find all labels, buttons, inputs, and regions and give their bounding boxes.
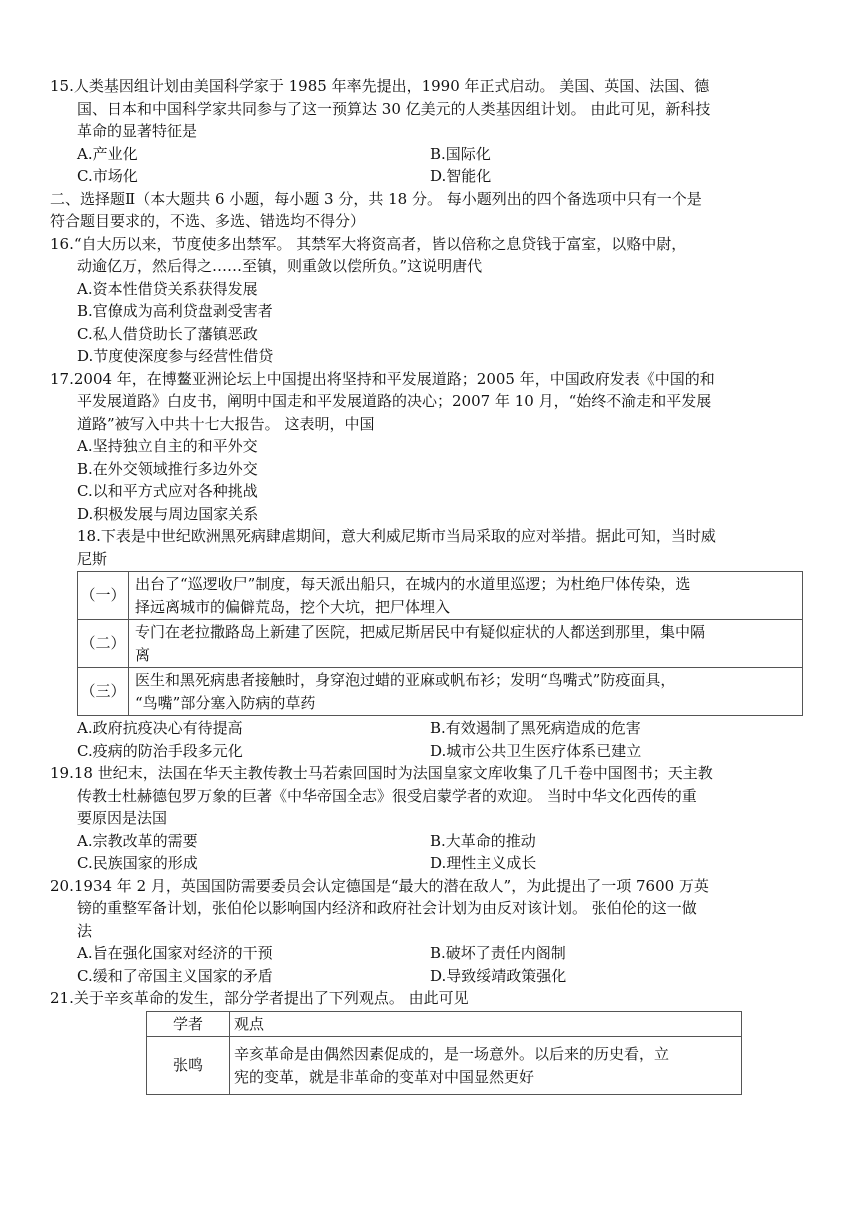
question-stem-line: 革命的显著特征是 — [77, 122, 198, 140]
question-stem-line: 国、日本和中国科学家共同参与了这一预算达 30 亿美元的人类基因组计划。 由此可见，新科技 — [77, 99, 711, 118]
measures-table — [77, 571, 803, 716]
option-c: C.市场化 — [77, 167, 138, 185]
exam-page — [50, 75, 810, 1095]
question-stem-line: 传教士杜赫德包罗万象的巨著《中华帝国全志》很受启蒙学者的欢迎。 当时中华文化西传的重 — [77, 786, 697, 805]
option-d: D.理性主义成长 — [430, 854, 537, 872]
table-cell-line: “鸟嘴”部分塞入防病的草药 — [135, 693, 316, 712]
table-cell-line: 宪的变革，就是非革命的变革对中国显然更好 — [234, 1067, 535, 1086]
table-row-text — [129, 668, 803, 716]
option-c: C.缓和了帝国主义国家的矛盾 — [77, 966, 273, 985]
option-b: B.官僚成为高利贷盘剥受害者 — [77, 302, 273, 320]
table-row-text — [129, 572, 803, 620]
option-a: A.坚持独立自主的和平外交 — [77, 437, 258, 455]
table-header-row — [147, 1011, 742, 1037]
question-21 — [50, 987, 810, 1095]
table-row-key: （二） — [78, 620, 129, 668]
question-stem-line: 17.2004 年，在博鳌亚洲论坛上中国提出将坚持和平发展道路；2005 年，中国政府发表《中国的和 — [50, 369, 715, 388]
question-16 — [50, 233, 810, 368]
table-row-text — [129, 620, 803, 668]
option-d: D.智能化 — [430, 167, 492, 185]
question-stem-line: 15.人类基因组计划由美国科学家于 1985 年率先提出，1990 年正式启动。 美国、英国、法国、德 — [50, 77, 710, 95]
table-row — [147, 1037, 742, 1095]
option-d: D.节度使深度参与经营性借贷 — [77, 347, 274, 365]
option-b: B.有效遏制了黑死病造成的危害 — [430, 719, 641, 737]
option-a: A.产业化 — [77, 144, 138, 163]
table-row — [78, 620, 803, 668]
option-b: B.大革命的推动 — [430, 831, 536, 850]
table-row — [78, 668, 803, 716]
question-stem-line: 18.下表是中世纪欧洲黑死病肆虐期间，意大利威尼斯市当局采取的应对举措。据此可知，当时威 — [77, 527, 716, 545]
section-heading-line: 二、选择题Ⅱ（本大题共 6 小题，每小题 3 分，共 18 分。 每小题列出的四个备选项中只有一个是 — [50, 189, 702, 208]
option-a: A.旨在强化国家对经济的干预 — [77, 944, 273, 962]
option-c: C.以和平方式应对各种挑战 — [77, 482, 258, 500]
scholars-table — [146, 1011, 742, 1096]
option-d: D.导致绥靖政策强化 — [430, 966, 567, 985]
table-cell-line: 择远离城市的偏僻荒岛，挖个大坑，把尸体埋入 — [135, 597, 451, 616]
option-c: C.民族国家的形成 — [77, 854, 198, 872]
table-cell-line: 辛亥革命是由偶然因素促成的，是一场意外。以后来的历史看，立 — [234, 1045, 670, 1063]
table-header-scholar: 学者 — [147, 1011, 230, 1037]
option-d: D.积极发展与周边国家关系 — [77, 504, 259, 523]
question-stem-line: 法 — [77, 921, 93, 940]
option-c: C.私人借贷助长了藩镇恶政 — [77, 324, 258, 343]
option-c: C.疫病的防治手段多元化 — [77, 741, 243, 760]
question-20 — [50, 875, 810, 988]
question-17 — [50, 368, 810, 526]
table-cell-line: 专门在老拉撒路岛上新建了医院，把威尼斯居民中有疑似症状的人都送到那里，集中隔 — [135, 623, 706, 641]
question-stem-line: 动逾亿万，然后得之……至镇，则重敛以偿所负。”这说明唐代 — [77, 257, 483, 275]
table-cell-line: 医生和黑死病患者接触时，身穿泡过蜡的亚麻或帆布衫；发明“鸟嘴式”防疫面具， — [135, 671, 676, 689]
table-row-key: （一） — [78, 572, 129, 620]
option-d: D.城市公共卫生医疗体系已建立 — [430, 741, 642, 760]
question-19 — [50, 762, 810, 875]
section-2-heading — [50, 188, 810, 233]
option-b: B.破坏了责任内阁制 — [430, 944, 566, 962]
question-stem-line: 16.“自大历以来，节度使多出禁军。 其禁军大将资高者，皆以倍称之息贷钱于富室，以赂中尉， — [50, 234, 687, 253]
question-stem-line: 道路”被写入中共十七大报告。 这表明，中国 — [77, 414, 375, 433]
table-cell-line: 出台了“巡逻收尸”制度，每天派出船只，在城内的水道里巡逻；为杜绝尸体传染，选 — [135, 575, 691, 593]
question-stem-line: 平发展道路》白皮书，阐明中国走和平发展道路的决心；2007 年 10 月，“始终不渝走和平发展 — [77, 392, 712, 410]
table-cell-line: 离 — [135, 645, 151, 664]
table-row-key: （三） — [78, 668, 129, 716]
question-stem-line: 镑的重整军备计划，张伯伦以影响国内经济和政府社会计划为由反对该计划。 张伯伦的这一做 — [77, 899, 697, 917]
question-stem-line: 21.关于辛亥革命的发生，部分学者提出了下列观点。 由此可见 — [50, 989, 469, 1007]
table-row-scholar: 张鸣 — [147, 1037, 230, 1095]
option-b: B.国际化 — [430, 144, 491, 163]
question-18 — [50, 525, 810, 762]
option-a: A.资本性借贷关系获得发展 — [77, 279, 258, 298]
table-header-view: 观点 — [230, 1011, 742, 1037]
table-row — [78, 572, 803, 620]
question-stem-line: 要原因是法国 — [77, 809, 168, 827]
option-b: B.在外交领域推行多边外交 — [77, 459, 258, 478]
question-stem-line: 尼斯 — [77, 549, 108, 568]
table-row-view — [230, 1037, 742, 1095]
option-a: A.宗教改革的需要 — [77, 831, 198, 850]
question-stem-line: 19.18 世纪末，法国在华天主教传教士马若索回国时为法国皇家文库收集了几千卷中国图书；天主教 — [50, 764, 713, 782]
section-heading-line: 符合题目要求的，不选、多选、错选均不得分） — [50, 212, 366, 230]
question-stem-line: 20.1934 年 2 月，英国国防需要委员会认定德国是“最大的潜在敌人”，为此提出了一项 7600 万英 — [50, 876, 709, 895]
question-15 — [50, 75, 810, 188]
option-a: A.政府抗疫决心有待提高 — [77, 719, 243, 737]
